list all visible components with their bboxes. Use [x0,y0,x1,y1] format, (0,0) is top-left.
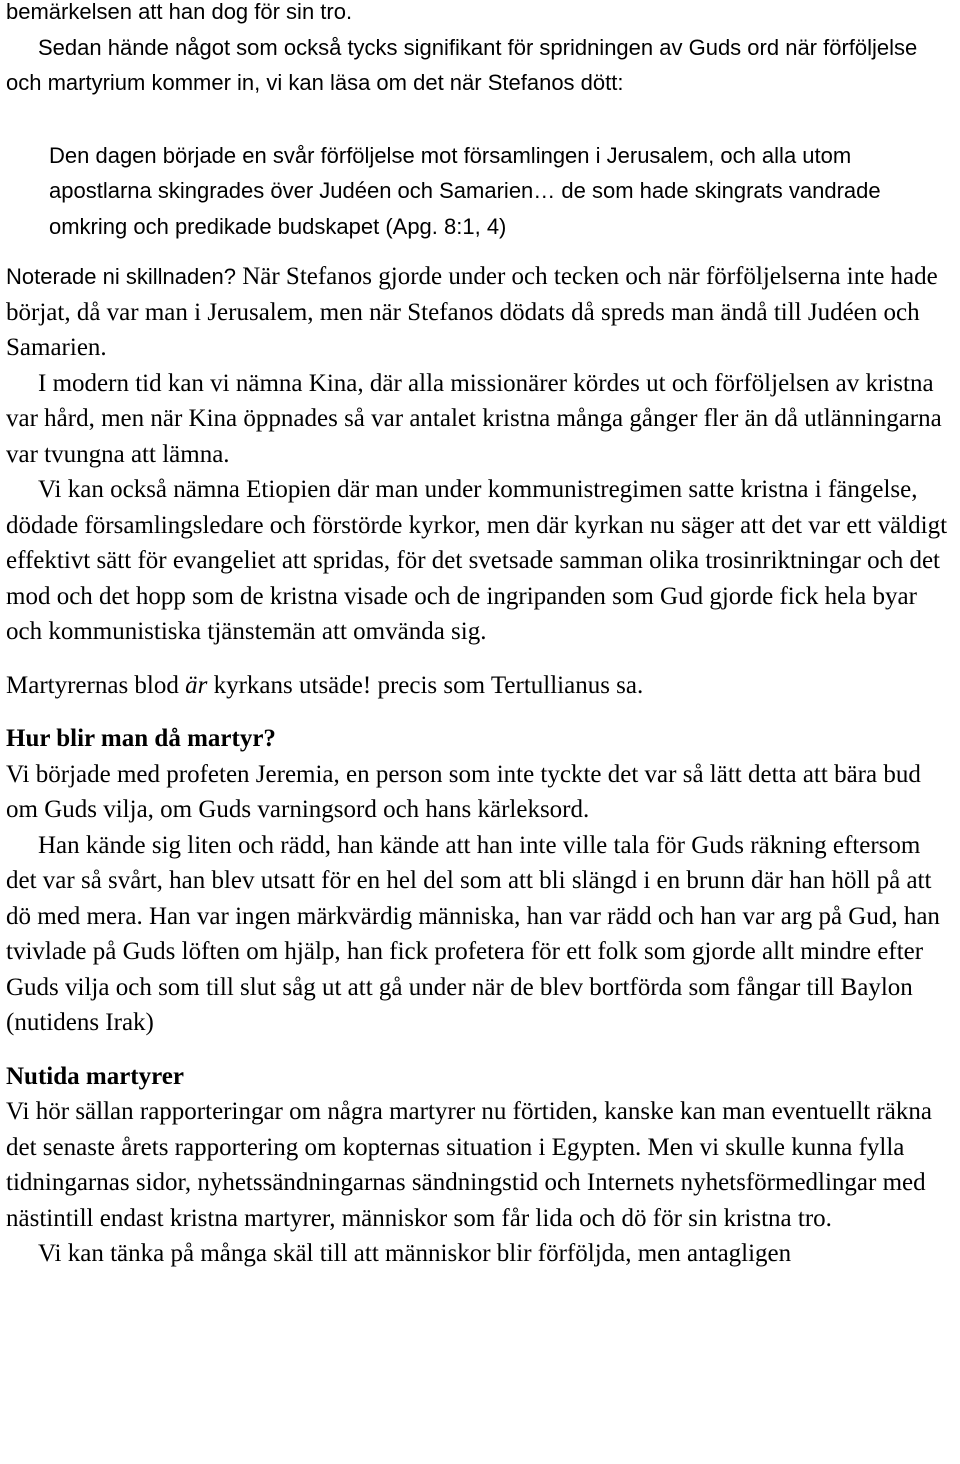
paragraph-2: Sedan hände något som också tycks signifikant för spridningen av Guds ord när förföljelse och martyrium kommer in, vi kan läsa om det när Stefanos dött: [6,34,918,95]
paragraph-6-before: Martyrernas blod [6,671,186,699]
section-heading-modern-martyrs: Nutida martyrer [6,1062,184,1090]
paragraph-8: Han kände sig liten och rädd, han kände att han inte ville tala för Guds räkning eftersom det var så svårt, han blev utsatt för en hel del som att bli slängd i en brunn där han höll på att dö med mera. Han var ingen märkvärdig människa, han var rädd och han var arg på Gud, han tvivlade på Guds löften om hjälp, han fick profetera för ett folk som gjorde allt mindre efter Guds vilja och som till slut såg ut att gå under när de blev bortförda som fångar till Baylon (nutidens Irak) [6,831,940,1036]
document-page [6,0,954,1272]
paragraph-5: Vi kan också nämna Etiopien där man under kommunistregimen satte kristna i fängelse, dödade församlingsledare och förstörde kyrkor, men där kyrkan nu säger att det var ett väldigt effektivt sätt för evangeliet att spridas, för det svetsade samman olika trosinriktningar och det mod och det hopp som de kristna visade och de ingripanden som Gud gjorde fick hela byar och kommunistiska tjänstemän att omvända sig. [6,476,948,645]
block-quote: Den dagen började en svår förföljelse mot församlingen i Jerusalem, och alla utom apostlarna skingrades över Judéen och Samarien… de som hade skingrats vandrade omkring och predikade budskapet (Apg. 8:1, 4) [49,142,881,239]
paragraph-1: bemärkelsen att han dog för sin tro. [6,0,353,24]
paragraph-6 [6,668,954,704]
paragraph-3-body: När Stefanos gjorde under och tecken och när förföljelserna inte hade börjat, då var man i Jerusalem, men när Stefanos dödats då spreds man ändå till Judéen och Samarien. [6,263,938,361]
paragraph-10: Vi kan tänka på många skäl till att människor blir förföljda, men antagligen [38,1240,792,1267]
paragraph-6-emphasis: är [185,671,208,699]
paragraph-3-lead: Noterade ni skillnaden? [6,264,236,289]
paragraph-4: I modern tid kan vi nämna Kina, där alla missionärer kördes ut och förföljelsen av kristna var hård, men när Kina öppnades så var antalet kristna många gånger fler än då utlänningarna var tvungna att lämna. [6,369,942,468]
paragraph-6-after: kyrkans utsäde! precis som Tertullianus sa. [207,671,644,699]
paragraph-9: Vi hör sällan rapporteringar om några martyrer nu förtiden, kanske kan man eventuellt räkna det senaste årets rapportering om kopternas situation i Egypten. Men vi skulle kunna fylla tidningarnas sidor, nyhetssändningarnas sändningstid och Internets nyhetsförmedlingar med nästintill endast kristna martyrer, människor som får lida och dö för sin kristna tro. [6,1098,932,1232]
section-heading-martyr: Hur blir man då martyr? [6,725,276,752]
paragraph-3 [6,259,954,366]
paragraph-7: Vi började med profeten Jeremia, en person som inte tyckte det var så lätt detta att bära bud om Guds vilja, om Guds varningsord och hans kärleksord. [6,760,921,823]
